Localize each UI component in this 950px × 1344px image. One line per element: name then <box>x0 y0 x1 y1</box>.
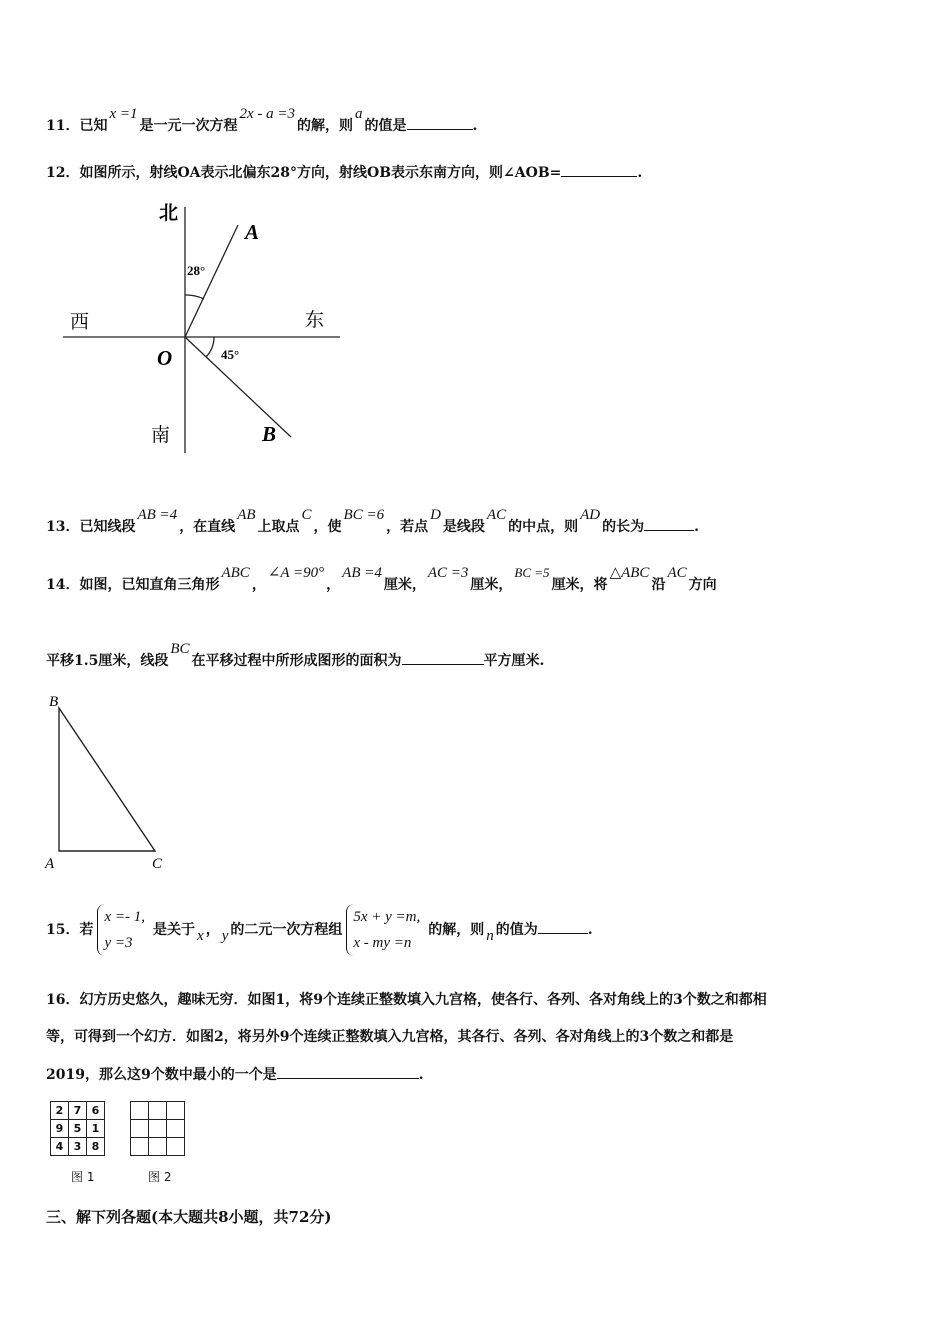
q11-text: 的解，则 <box>297 118 354 134</box>
q16-end: . <box>418 1067 424 1083</box>
grid-cell: 5 <box>69 1120 87 1138</box>
grid-cell <box>149 1102 167 1120</box>
answer-blank[interactable] <box>561 162 637 177</box>
label-c: C <box>152 856 163 872</box>
q15-number: 15． <box>46 922 80 938</box>
angle-28: 28° <box>187 263 206 278</box>
q16-text: 2019，那么这9个数中最小的一个是 <box>46 1067 277 1083</box>
answer-blank[interactable] <box>277 1064 419 1079</box>
q13-text: 已知线段 <box>79 519 136 535</box>
grid-cell <box>131 1102 149 1120</box>
triangle-figure <box>40 688 180 878</box>
q15-math: x <box>197 928 204 944</box>
angle-45: 45° <box>221 347 240 362</box>
grid-cell <box>131 1120 149 1138</box>
q11-text: 是一元一次方程 <box>139 118 238 134</box>
q14-math: BC =5 <box>514 565 550 580</box>
grid-cell <box>167 1120 185 1138</box>
q14-text: 如图，已知直角三角形 <box>79 577 220 593</box>
system-equations <box>346 904 424 956</box>
grid-cell: 7 <box>69 1102 87 1120</box>
answer-blank[interactable] <box>402 650 484 665</box>
section-heading: 三、解下列各题(本大题共8小题，共72分) <box>46 1208 332 1226</box>
magic-square-2 <box>130 1101 185 1156</box>
q11-number: 11． <box>46 118 80 134</box>
q13-text: ，若点 <box>386 519 429 535</box>
q13-math: C <box>301 507 312 523</box>
sys-line: x =- 1, <box>104 909 146 925</box>
q13-text: 的长为 <box>602 519 645 535</box>
answer-blank[interactable] <box>538 919 588 934</box>
question-14-line2 <box>46 641 545 671</box>
label-b: B <box>49 694 59 710</box>
q14-text: ， <box>326 577 341 593</box>
label-o: O <box>157 346 173 370</box>
q11-text: 已知 <box>79 118 108 134</box>
q15-text: 的二元一次方程组 <box>230 922 343 938</box>
q13-math: AC <box>486 507 507 523</box>
label-east: 东 <box>305 309 325 331</box>
q14-math: AC =3 <box>427 565 469 581</box>
q14-text: 厘米，将 <box>551 577 608 593</box>
q15-text: 若 <box>79 922 94 938</box>
compass-figure <box>55 195 355 460</box>
q13-text: ，在直线 <box>179 519 236 535</box>
q14-math: BC <box>170 641 190 657</box>
q14-math: AC <box>667 565 687 581</box>
q13-text: 是线段 <box>442 519 485 535</box>
q14-text: ， <box>251 577 266 593</box>
q14-math: ∠A =90° <box>267 565 325 581</box>
q13-number: 13． <box>46 519 80 535</box>
q11-text: 的值是 <box>364 118 407 134</box>
question-13 <box>46 507 699 537</box>
grid-cell: 4 <box>51 1138 69 1156</box>
caption-figure-2: 图 2 <box>148 1170 172 1184</box>
q11-math: a <box>355 106 363 122</box>
q15-math: n <box>486 928 494 944</box>
q12-number: 12． <box>46 165 80 181</box>
q13-math: D <box>430 507 441 523</box>
q12-text: 如图所示，射线OA表示北偏东28°方向，射线OB表示东南方向，则∠AOB= <box>79 165 562 181</box>
label-north: 北 <box>159 202 179 224</box>
q14-text: 平移1.5厘米，线段 <box>46 653 169 669</box>
q13-math: AB <box>237 507 256 523</box>
ray-oa <box>185 225 238 337</box>
label-south: 南 <box>151 424 171 446</box>
caption-figure-1: 图 1 <box>71 1170 95 1184</box>
q13-text: 上取点 <box>257 519 300 535</box>
label-a: A <box>245 220 260 244</box>
q14-text: 厘米， <box>383 577 426 593</box>
label-b: B <box>262 422 277 446</box>
grid-cell <box>167 1102 185 1120</box>
q14-number: 14． <box>46 577 80 593</box>
q14-math: ABC <box>221 565 250 581</box>
q13-text: ，使 <box>313 519 342 535</box>
q15-text: 的值为 <box>495 922 538 938</box>
question-15 <box>46 903 593 957</box>
grid-cell: 6 <box>87 1102 105 1120</box>
question-14 <box>46 565 717 595</box>
sys-line: x - my =n <box>353 935 412 951</box>
q12-end: . <box>637 165 643 181</box>
q13-end: . <box>694 519 699 535</box>
q14-text: 平方厘米. <box>483 653 545 669</box>
question-11 <box>46 106 478 136</box>
q14-math: △ABC <box>609 565 650 581</box>
q16-line3 <box>46 1064 424 1085</box>
label-west: 西 <box>70 311 90 333</box>
q16-line1: 16．幻方历史悠久，趣味无穷．如图1，将9个连续正整数填入九宫格，使各行、各列、各对角线上的3个数之和都相 <box>46 992 767 1008</box>
answer-blank[interactable] <box>644 516 694 531</box>
q14-text: 厘米， <box>470 577 513 593</box>
q13-text: 的中点，则 <box>508 519 579 535</box>
q14-math: AB =4 <box>342 565 382 581</box>
sys-line: 5x + y =m, <box>353 909 421 925</box>
question-12 <box>46 162 642 183</box>
q14-text: 在平移过程中所形成图形的面积为 <box>191 653 402 669</box>
q15-end: . <box>587 922 593 938</box>
grid-cell: 9 <box>51 1120 69 1138</box>
system-solution <box>97 904 149 956</box>
q13-math: BC =6 <box>343 507 385 523</box>
answer-blank[interactable] <box>407 115 473 130</box>
q13-math: AD <box>580 507 601 523</box>
q14-text: 方向 <box>688 577 717 593</box>
q15-text: ， <box>205 922 220 938</box>
q11-end: . <box>472 118 478 134</box>
q13-math: AB =4 <box>137 507 178 523</box>
grid-cell <box>131 1138 149 1156</box>
q16-line2: 等，可得到一个幻方．如图2，将另外9个连续正整数填入九宫格，其各行、各列、各对角线上的3个数之和都是 <box>46 1029 734 1045</box>
q11-math: x =1 <box>109 106 138 122</box>
label-a: A <box>45 856 55 872</box>
q14-text: 沿 <box>651 577 666 593</box>
grid-cell: 2 <box>51 1102 69 1120</box>
grid-cell <box>149 1138 167 1156</box>
magic-square-1 <box>50 1101 105 1156</box>
q15-math: y <box>221 928 229 944</box>
grid-cell: 1 <box>87 1120 105 1138</box>
grid-cell: 8 <box>87 1138 105 1156</box>
grid-cell: 3 <box>69 1138 87 1156</box>
grid-cell <box>167 1138 185 1156</box>
grid-cell <box>149 1120 167 1138</box>
q15-text: 的解，则 <box>428 922 485 938</box>
q11-math: 2x - a =3 <box>239 106 296 122</box>
q15-text: 是关于 <box>153 922 196 938</box>
sys-line: y =3 <box>104 935 133 951</box>
